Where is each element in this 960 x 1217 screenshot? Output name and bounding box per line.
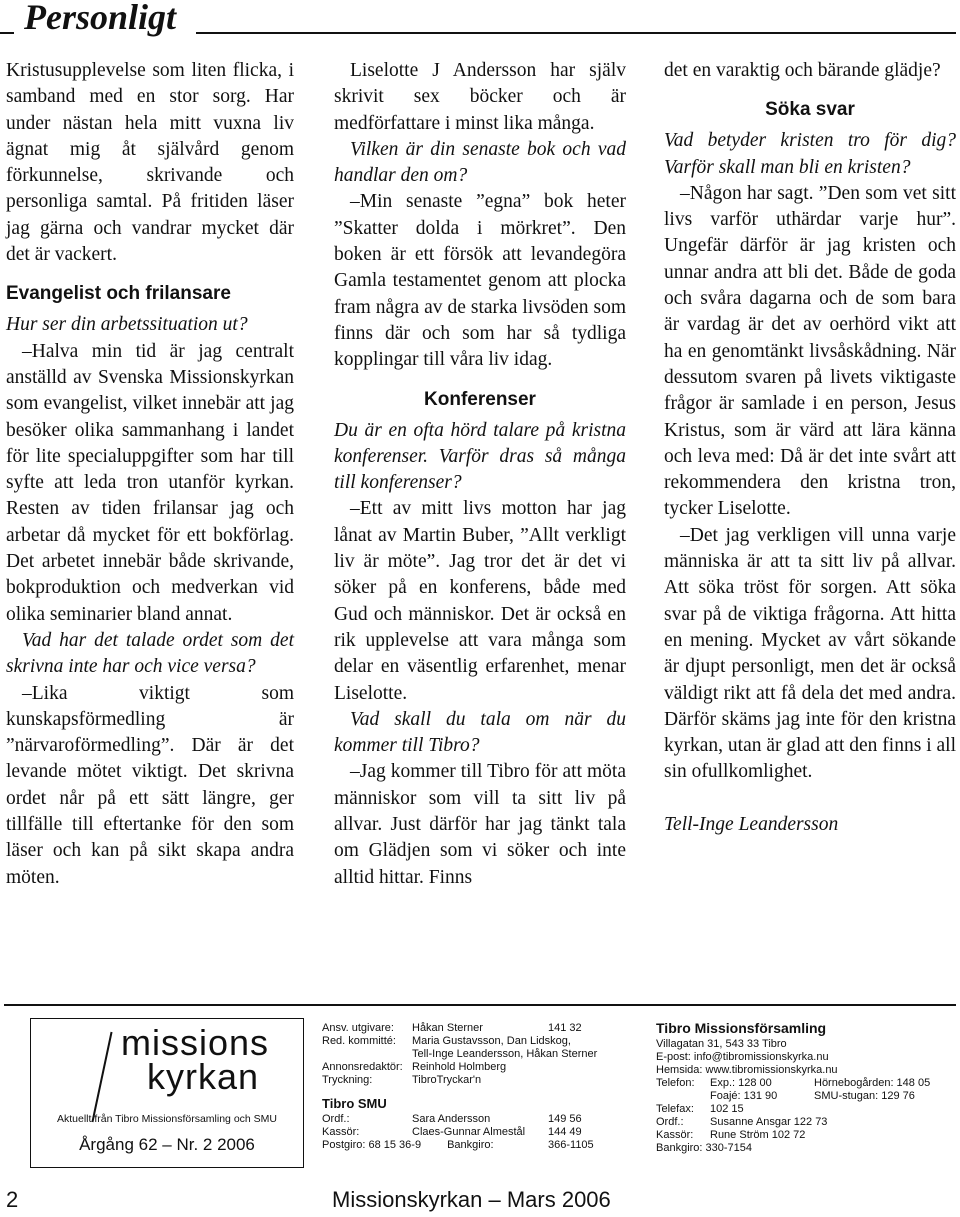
article-column-2	[334, 58, 626, 891]
issue-number: Årgång 62 – Nr. 2 2006	[79, 1135, 255, 1154]
staff-table	[322, 1022, 597, 1087]
subheading-evangelist: Evangelist och frilansare	[6, 283, 231, 305]
table-row: Kassör: Rune Ström 102 72	[656, 1129, 806, 1141]
question-conferences: Du är en ofta hörd talare på kristna konferenser. Varför dras så många till konferenser?	[334, 419, 626, 494]
table-row: Ordf.: Susanne Ansgar 122 73	[656, 1116, 828, 1128]
table-row: Ordf.: Sara Andersson 149 56	[322, 1113, 582, 1125]
section-title: Personligt	[24, 0, 177, 37]
church-info	[656, 1022, 956, 1155]
table-row: Telefax: 102 15	[656, 1103, 744, 1115]
church-phone-table	[656, 1077, 930, 1142]
answer-closing: –Det jag verkligen vill unna varje människa är att ta sitt liv på allvar. Att söka tröst för sorgen. Att söka svar på de viktiga frågorna. Att hitta en mening. Mycket av vårt sökande är djupt personligt, men det är också väldigt rikt att få dela det med andra. Därför skäms jag inte för den kristna kyrkan, utan är glad att den finns i all sin ofullkomlighet.	[664, 524, 956, 783]
masthead-logo-box	[30, 1018, 304, 1168]
footer-rule	[4, 1004, 956, 1006]
church-website: Hemsida: www.tibromissionskyrka.nu	[656, 1064, 838, 1076]
author-paragraph: Liselotte J Andersson har själv skrivit sex böcker och är medförfattare i minst lika många.	[334, 60, 626, 134]
answer-spoken-written: –Lika viktigt som kunskapsförmedling är ”närvaroförmedling”. Där är det levande mötet viktigt. Det skrivna ordet når på ett sätt längre, ger tillfälle till eftertanke för den som läser och kan på sikt skapa andra möten.	[6, 682, 294, 888]
cross-icon	[91, 1032, 112, 1122]
question-latest-book: Vilken är din senaste bok och vad handlar den om?	[334, 138, 626, 187]
publication-info	[322, 1022, 622, 1152]
subheading-conferences: Konferenser	[424, 388, 536, 410]
answer-latest-book: –Min senaste ”egna” bok heter ”Skatter dolda i mörkret”. Den boken är ett försök att levandegöra Gamla testamentet genom att plocka fram några av de starka livsöden som finns där och som har så tydliga kopplingar till våra liv idag.	[334, 191, 626, 371]
church-email: E-post: info@tibromissionskyrka.nu	[656, 1051, 829, 1063]
answer-work-situation: –Halva min tid är jag centralt anställd av Svenska Missionskyrkan som evangelist, vilket innebär att jag besöker olika sammanhang i landet för lite specialuppgifter som har till syfte att leda tron utanför kyrkan. Resten av tiden frilansar jag och arbetar då mycket för ett bokförlag. Det arbetet innebär både skrivande, bokproduktion och medverkan vid olika seminarier bland annat.	[6, 340, 294, 625]
running-footer: Missionskyrkan – Mars 2006	[332, 1187, 611, 1212]
question-tibro: Vad skall du tala om när du kommer till Tibro?	[334, 708, 626, 757]
table-row: Tryckning: TibroTryckar'n	[322, 1074, 482, 1086]
article-column-3	[664, 58, 956, 838]
church-title: Tibro Missionsförsamling	[656, 1020, 827, 1036]
article-column-1	[6, 58, 294, 891]
page-number: 2	[6, 1187, 19, 1212]
smu-bankgiro: 366-1105	[548, 1139, 594, 1151]
smu-table	[322, 1113, 594, 1152]
logo-word-bottom: kyrkan	[147, 1056, 260, 1097]
logo-tagline: Aktuellt från Tibro Missionsförsamling och SMU	[57, 1113, 277, 1125]
smu-postgiro: Postgiro: 68 15 36-9	[322, 1139, 422, 1151]
church-bankgiro: Bankgiro: 330-7154	[656, 1142, 753, 1154]
table-row: Red. kommitté: Maria Gustavsson, Dan Lidskog,	[322, 1035, 571, 1047]
table-row: Tell-Inge Leandersson, Håkan Sterner	[412, 1048, 598, 1060]
question-work-situation: Hur ser din arbetssituation ut?	[6, 314, 248, 336]
church-address: Villagatan 31, 543 33 Tibro	[656, 1038, 787, 1050]
answer-christian-faith: –Någon har sagt. ”Den som vet sitt livs varför uthärdar varje hur”. Ungefär därför är jag kristen och unnar andra att bli det. Både de goda och svåra dagarna och de som bara är vardag är det av oerhörd vikt att ha en genomtänkt livsåskådning. När dessutom svaren på livets viktigaste frågor är samlade i en person, Jesus Kristus, som är värd att lära känna och leva med: Då är det inte svårt att rekommendera den kristna tron, tycker Liselotte.	[664, 182, 956, 520]
author-signature: Tell-Inge Leandersson	[664, 813, 839, 835]
intro-paragraph: Kristusupplevelse som liten flicka, i samband med en stor sorg. Har under nästan hela mitt vuxna liv ägnat mig åt självård genom förkunnelse, skrivande och personliga samtal. På fritiden läser jag gärna och vandrar mycket där det är vackert.	[6, 60, 294, 266]
question-spoken-written: Vad har det talade ordet som det skrivna inte har och vice versa?	[6, 629, 294, 678]
header-rule-left	[0, 32, 14, 34]
smu-bankgiro-label: Bankgiro:	[447, 1139, 494, 1151]
smu-title: Tibro SMU	[322, 1096, 387, 1111]
continued-paragraph: det en varaktig och bärande glädje?	[664, 60, 941, 81]
table-row: Telefon: Exp.: 128 00 Hörnebogården: 148 05	[656, 1077, 931, 1089]
table-row	[322, 1139, 594, 1152]
table-row: Ansv. utgivare: Håkan Sterner 141 32	[322, 1022, 582, 1034]
table-row: Annonsredaktör: Reinhold Holmberg	[322, 1061, 507, 1073]
header-rule-right	[196, 32, 956, 34]
table-row: Foajé: 131 90 SMU-stugan: 129 76	[710, 1090, 915, 1102]
subheading-seeking-answers: Söka svar	[765, 99, 855, 121]
answer-tibro: –Jag kommer till Tibro för att möta människor som vill ta sitt liv på allvar. Just därför har jag tänkt tala om Glädjen som vi söker och inte alltid hittar. Finns	[334, 761, 626, 888]
logo-word-top: missions	[121, 1022, 270, 1063]
question-christian-faith: Vad betyder kristen tro för dig? Varför skall man bli en kristen?	[664, 130, 956, 178]
answer-conferences: –Ett av mitt livs motton har jag lånat av Martin Buber, ”Allt verkligt liv är möte”. Jag tror det är det vi söker på en konferens, både med Gud och människor. Det är också en rik upplevelse att vara många som delar en väsentlig erfarenhet, menar Liselotte.	[334, 498, 626, 704]
table-row: Kassör: Claes-Gunnar Almestål 144 49	[322, 1126, 582, 1138]
